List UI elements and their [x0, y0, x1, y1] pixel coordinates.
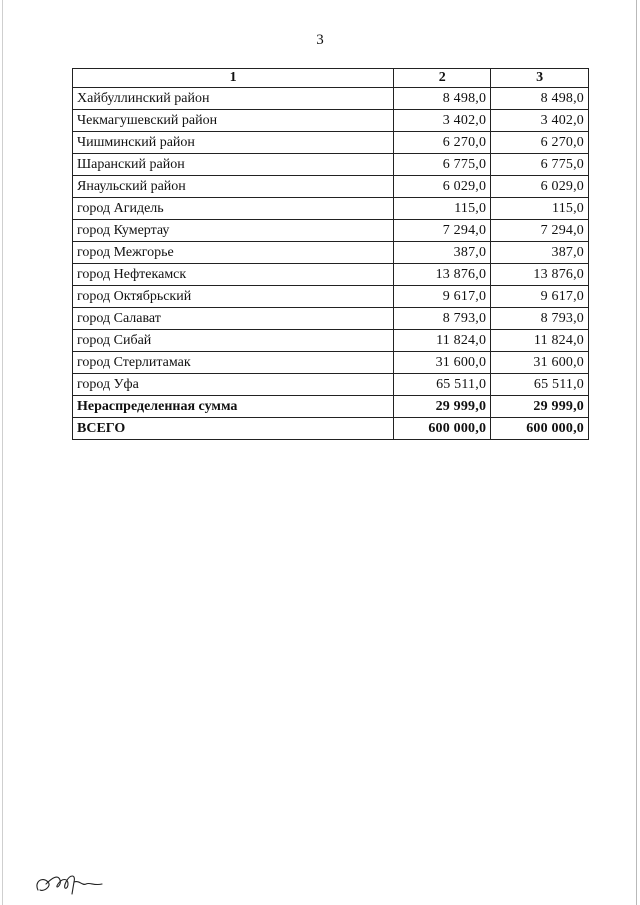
- table-row: [73, 220, 589, 242]
- row-value-col2: 31 600,0: [394, 352, 491, 374]
- row-value-col2: 387,0: [394, 242, 491, 264]
- row-name: Хайбуллинский район: [73, 88, 394, 110]
- table-row: [73, 308, 589, 330]
- unallocated-value-col2: 29 999,0: [394, 396, 491, 418]
- row-value-col2: 13 876,0: [394, 264, 491, 286]
- table-row: [73, 110, 589, 132]
- row-value-col3: 8 793,0: [491, 308, 589, 330]
- row-name: Чекмагушевский район: [73, 110, 394, 132]
- row-value-col2: 11 824,0: [394, 330, 491, 352]
- signature-icon: [28, 860, 108, 900]
- row-value-col3: 3 402,0: [491, 110, 589, 132]
- row-name: город Кумертау: [73, 220, 394, 242]
- row-name: Чишминский район: [73, 132, 394, 154]
- unallocated-row: [73, 396, 589, 418]
- row-value-col3: 13 876,0: [491, 264, 589, 286]
- row-value-col2: 6 270,0: [394, 132, 491, 154]
- table-row: [73, 176, 589, 198]
- column-header: 1: [73, 69, 394, 88]
- row-value-col3: 7 294,0: [491, 220, 589, 242]
- row-value-col2: 8 793,0: [394, 308, 491, 330]
- row-value-col2: 9 617,0: [394, 286, 491, 308]
- table-row: [73, 264, 589, 286]
- row-value-col3: 6 775,0: [491, 154, 589, 176]
- page-number: 3: [316, 32, 324, 48]
- unallocated-value-col3: 29 999,0: [491, 396, 589, 418]
- total-value-col3: 600 000,0: [491, 418, 589, 440]
- table-row: [73, 352, 589, 374]
- row-value-col3: 9 617,0: [491, 286, 589, 308]
- row-value-col3: 6 270,0: [491, 132, 589, 154]
- row-name: город Октябрьский: [73, 286, 394, 308]
- row-value-col3: 65 511,0: [491, 374, 589, 396]
- row-name: город Нефтекамск: [73, 264, 394, 286]
- row-name: город Салават: [73, 308, 394, 330]
- row-name: город Сибай: [73, 330, 394, 352]
- data-table: [72, 68, 589, 440]
- total-value-col2: 600 000,0: [394, 418, 491, 440]
- table-row: [73, 132, 589, 154]
- row-value-col2: 8 498,0: [394, 88, 491, 110]
- row-value-col2: 6 775,0: [394, 154, 491, 176]
- table-row: [73, 154, 589, 176]
- page-edge-left: [2, 0, 3, 905]
- column-header: 3: [491, 69, 589, 88]
- row-value-col2: 115,0: [394, 198, 491, 220]
- row-name: город Стерлитамак: [73, 352, 394, 374]
- column-header: 2: [394, 69, 491, 88]
- table-row: [73, 374, 589, 396]
- row-value-col3: 11 824,0: [491, 330, 589, 352]
- table-row: [73, 88, 589, 110]
- row-value-col3: 387,0: [491, 242, 589, 264]
- row-value-col3: 31 600,0: [491, 352, 589, 374]
- row-value-col2: 7 294,0: [394, 220, 491, 242]
- unallocated-label: Нераспределенная сумма: [73, 396, 394, 418]
- row-value-col3: 8 498,0: [491, 88, 589, 110]
- row-name: город Межгорье: [73, 242, 394, 264]
- row-value-col2: 65 511,0: [394, 374, 491, 396]
- page-edge-right: [636, 0, 637, 905]
- table-row: [73, 330, 589, 352]
- row-name: Шаранский район: [73, 154, 394, 176]
- row-value-col2: 6 029,0: [394, 176, 491, 198]
- total-label: ВСЕГО: [73, 418, 394, 440]
- row-value-col3: 6 029,0: [491, 176, 589, 198]
- table-row: [73, 242, 589, 264]
- total-row: [73, 418, 589, 440]
- row-name: город Уфа: [73, 374, 394, 396]
- row-value-col3: 115,0: [491, 198, 589, 220]
- row-value-col2: 3 402,0: [394, 110, 491, 132]
- table-header-row: [73, 69, 589, 88]
- table-row: [73, 286, 589, 308]
- row-name: город Агидель: [73, 198, 394, 220]
- table-row: [73, 198, 589, 220]
- row-name: Янаульский район: [73, 176, 394, 198]
